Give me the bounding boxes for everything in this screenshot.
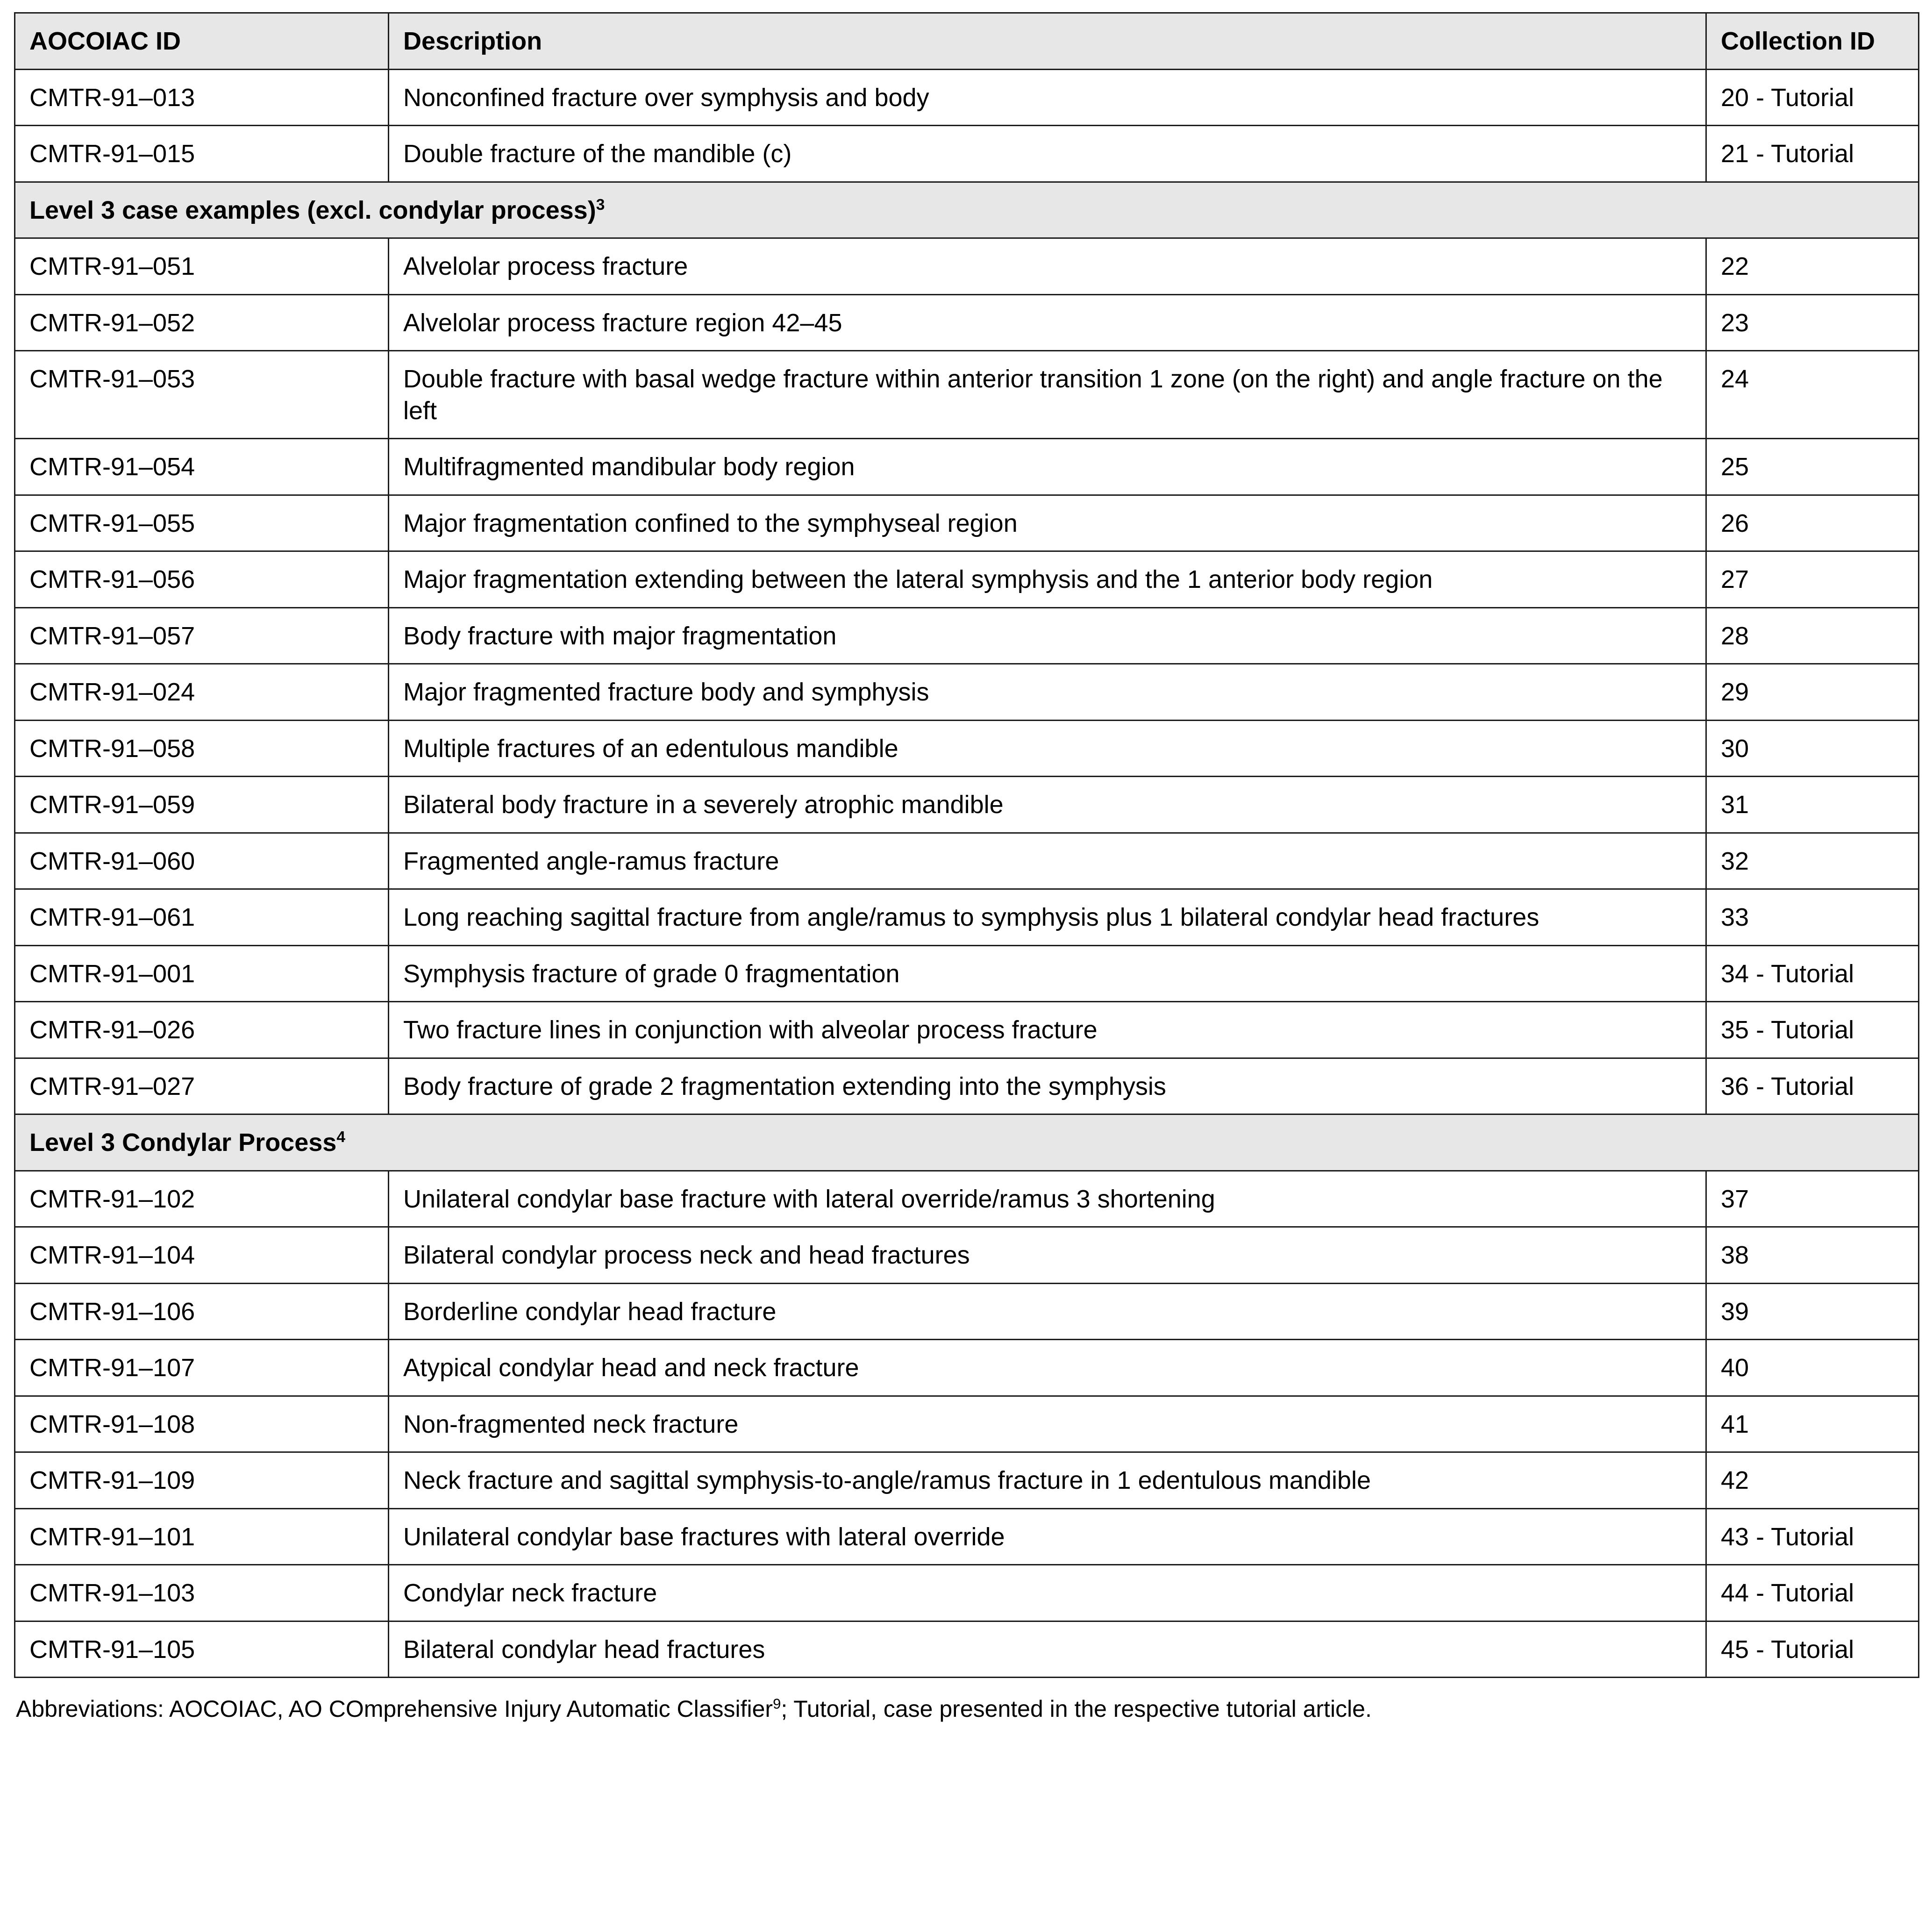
- cell-collection-id: 42: [1706, 1452, 1919, 1509]
- table-row: [15, 495, 1919, 551]
- cell-aocoiac-id: CMTR-91–001: [15, 945, 389, 1002]
- cell-collection-id: 30: [1706, 720, 1919, 777]
- cell-collection-id: 21 - Tutorial: [1706, 126, 1919, 182]
- cell-description: Fragmented angle-ramus fracture: [389, 833, 1706, 889]
- table-row: [15, 439, 1919, 495]
- cell-description: Bilateral condylar head fractures: [389, 1621, 1706, 1678]
- table-row: [15, 1565, 1919, 1621]
- cell-description: Major fragmentation confined to the symphyseal region: [389, 495, 1706, 551]
- cell-description: Unilateral condylar base fracture with lateral override/ramus 3 shortening: [389, 1171, 1706, 1227]
- cell-collection-id: 36 - Tutorial: [1706, 1058, 1919, 1114]
- cell-aocoiac-id: CMTR-91–026: [15, 1002, 389, 1058]
- table-row: [15, 1621, 1919, 1678]
- cell-description: Body fracture with major fragmentation: [389, 607, 1706, 664]
- cell-aocoiac-id: CMTR-91–055: [15, 495, 389, 551]
- cell-collection-id: 20 - Tutorial: [1706, 69, 1919, 126]
- cell-aocoiac-id: CMTR-91–109: [15, 1452, 389, 1509]
- cell-description: Major fragmented fracture body and symphysis: [389, 664, 1706, 721]
- table-row: [15, 833, 1919, 889]
- cell-description: Bilateral body fracture in a severely atrophic mandible: [389, 777, 1706, 833]
- cell-description: Borderline condylar head fracture: [389, 1283, 1706, 1340]
- cell-description: Long reaching sagittal fracture from angle/ramus to symphysis plus 1 bilateral condylar head fractures: [389, 889, 1706, 946]
- table-row: [15, 945, 1919, 1002]
- cell-description: Body fracture of grade 2 fragmentation extending into the symphysis: [389, 1058, 1706, 1114]
- cell-collection-id: 38: [1706, 1227, 1919, 1284]
- cell-aocoiac-id: CMTR-91–053: [15, 351, 389, 439]
- table-row: [15, 1058, 1919, 1114]
- table-header-row: [15, 13, 1919, 70]
- cell-aocoiac-id: CMTR-91–107: [15, 1340, 389, 1396]
- cell-collection-id: 43 - Tutorial: [1706, 1508, 1919, 1565]
- cell-description: Alvelolar process fracture region 42–45: [389, 294, 1706, 351]
- abbreviations-footnote: [16, 1694, 1916, 1724]
- cell-aocoiac-id: CMTR-91–027: [15, 1058, 389, 1114]
- table-row: [15, 1227, 1919, 1284]
- cell-aocoiac-id: CMTR-91–104: [15, 1227, 389, 1284]
- cell-collection-id: 44 - Tutorial: [1706, 1565, 1919, 1621]
- cell-description: Two fracture lines in conjunction with alveolar process fracture: [389, 1002, 1706, 1058]
- col-header-description: Description: [389, 13, 1706, 70]
- section-superscript: 3: [596, 196, 605, 214]
- table-row: [15, 1452, 1919, 1509]
- cell-collection-id: 26: [1706, 495, 1919, 551]
- cell-collection-id: 37: [1706, 1171, 1919, 1227]
- table-row: [15, 1002, 1919, 1058]
- case-collection-table: [14, 12, 1919, 1678]
- table-row: [15, 551, 1919, 608]
- cell-collection-id: 34 - Tutorial: [1706, 945, 1919, 1002]
- cell-collection-id: 27: [1706, 551, 1919, 608]
- table-row: [15, 1508, 1919, 1565]
- table-row: [15, 294, 1919, 351]
- cell-collection-id: 35 - Tutorial: [1706, 1002, 1919, 1058]
- footnote-text-post: ; Tutorial, case presented in the respective tutorial article.: [781, 1696, 1372, 1722]
- cell-aocoiac-id: CMTR-91–061: [15, 889, 389, 946]
- section-header-label: Level 3 Condylar Process$^4$: [15, 1114, 1919, 1171]
- section-superscript: 4: [336, 1128, 345, 1146]
- cell-collection-id: 22: [1706, 238, 1919, 295]
- table-row: [15, 777, 1919, 833]
- table-row: [15, 1340, 1919, 1396]
- cell-description: Multifragmented mandibular body region: [389, 439, 1706, 495]
- cell-aocoiac-id: CMTR-91–054: [15, 439, 389, 495]
- table-row: [15, 607, 1919, 664]
- cell-description: Double fracture with basal wedge fracture within anterior transition 1 zone (on the right) and angle fracture on the left: [389, 351, 1706, 439]
- cell-aocoiac-id: CMTR-91–101: [15, 1508, 389, 1565]
- cell-collection-id: 28: [1706, 607, 1919, 664]
- footnote-text-pre: Abbreviations: AOCOIAC, AO COmprehensive Injury Automatic Classifier: [16, 1696, 773, 1722]
- cell-aocoiac-id: CMTR-91–051: [15, 238, 389, 295]
- table-row: [15, 351, 1919, 439]
- cell-aocoiac-id: CMTR-91–015: [15, 126, 389, 182]
- section-header-label: Level 3 case examples (excl. condylar process)$^3$: [15, 182, 1919, 238]
- cell-aocoiac-id: CMTR-91–052: [15, 294, 389, 351]
- table-row: [15, 664, 1919, 721]
- cell-description: Condylar neck fracture: [389, 1565, 1706, 1621]
- table-row: [15, 720, 1919, 777]
- table-row: [15, 1396, 1919, 1452]
- table-row: [15, 69, 1919, 126]
- table-row: [15, 126, 1919, 182]
- cell-collection-id: 24: [1706, 351, 1919, 439]
- cell-description: Multiple fractures of an edentulous mandible: [389, 720, 1706, 777]
- cell-collection-id: 33: [1706, 889, 1919, 946]
- cell-collection-id: 32: [1706, 833, 1919, 889]
- cell-aocoiac-id: CMTR-91–106: [15, 1283, 389, 1340]
- cell-aocoiac-id: CMTR-91–058: [15, 720, 389, 777]
- table-row: [15, 889, 1919, 946]
- col-header-aocoiac-id: AOCOIAC ID: [15, 13, 389, 70]
- cell-aocoiac-id: CMTR-91–060: [15, 833, 389, 889]
- section-header-row: [15, 1114, 1919, 1171]
- cell-description: Atypical condylar head and neck fracture: [389, 1340, 1706, 1396]
- cell-collection-id: 39: [1706, 1283, 1919, 1340]
- cell-aocoiac-id: CMTR-91–057: [15, 607, 389, 664]
- cell-description: Nonconfined fracture over symphysis and body: [389, 69, 1706, 126]
- cell-description: Alvelolar process fracture: [389, 238, 1706, 295]
- table-head: [15, 13, 1919, 70]
- cell-aocoiac-id: CMTR-91–105: [15, 1621, 389, 1678]
- table-row: [15, 1171, 1919, 1227]
- cell-collection-id: 31: [1706, 777, 1919, 833]
- section-header-row: [15, 182, 1919, 238]
- cell-description: Double fracture of the mandible (c): [389, 126, 1706, 182]
- cell-description: Major fragmentation extending between the lateral symphysis and the 1 anterior body region: [389, 551, 1706, 608]
- cell-aocoiac-id: CMTR-91–103: [15, 1565, 389, 1621]
- cell-collection-id: 23: [1706, 294, 1919, 351]
- cell-description: Neck fracture and sagittal symphysis-to-angle/ramus fracture in 1 edentulous mandible: [389, 1452, 1706, 1509]
- cell-aocoiac-id: CMTR-91–013: [15, 69, 389, 126]
- cell-aocoiac-id: CMTR-91–108: [15, 1396, 389, 1452]
- cell-aocoiac-id: CMTR-91–102: [15, 1171, 389, 1227]
- col-header-collection-id: Collection ID: [1706, 13, 1919, 70]
- cell-aocoiac-id: CMTR-91–024: [15, 664, 389, 721]
- cell-aocoiac-id: CMTR-91–059: [15, 777, 389, 833]
- cell-collection-id: 25: [1706, 439, 1919, 495]
- cell-collection-id: 40: [1706, 1340, 1919, 1396]
- footnote-superscript: 9: [773, 1695, 781, 1712]
- table-row: [15, 238, 1919, 295]
- cell-collection-id: 41: [1706, 1396, 1919, 1452]
- paper-table-page: [14, 12, 1918, 1724]
- cell-description: Non-fragmented neck fracture: [389, 1396, 1706, 1452]
- table-body: [15, 69, 1919, 1678]
- cell-collection-id: 29: [1706, 664, 1919, 721]
- cell-description: Symphysis fracture of grade 0 fragmentation: [389, 945, 1706, 1002]
- table-row: [15, 1283, 1919, 1340]
- cell-collection-id: 45 - Tutorial: [1706, 1621, 1919, 1678]
- cell-aocoiac-id: CMTR-91–056: [15, 551, 389, 608]
- cell-description: Unilateral condylar base fractures with lateral override: [389, 1508, 1706, 1565]
- cell-description: Bilateral condylar process neck and head fractures: [389, 1227, 1706, 1284]
